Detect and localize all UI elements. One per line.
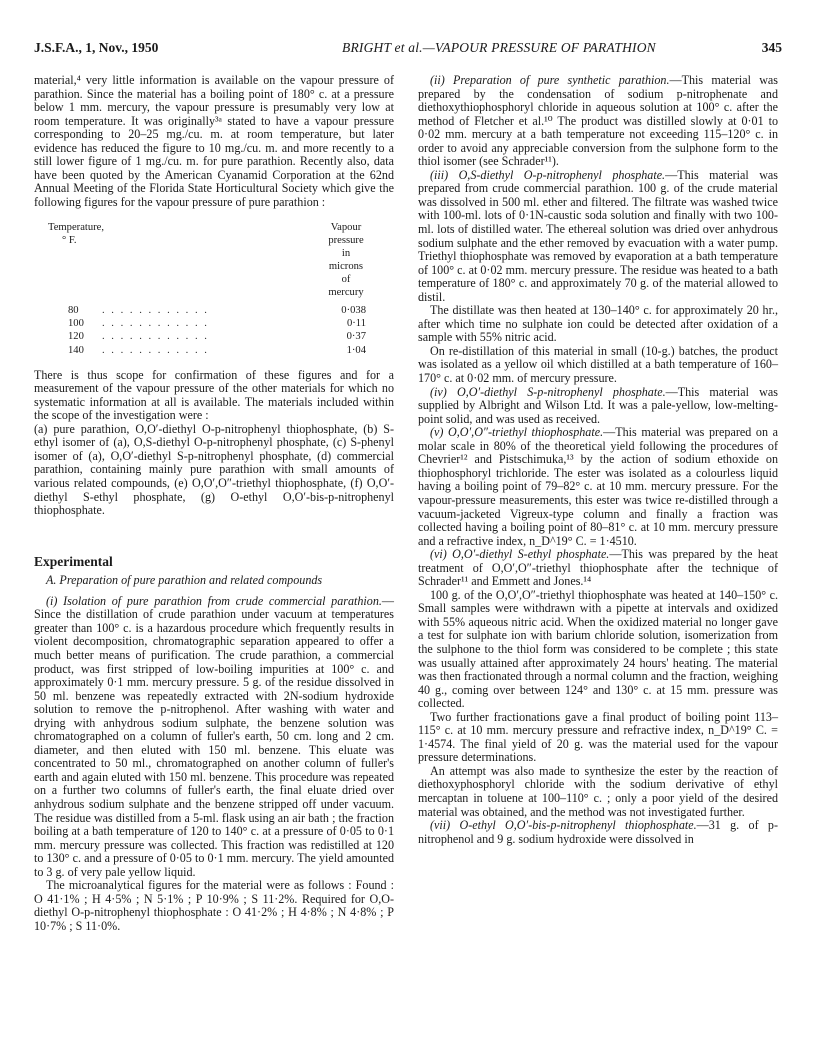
table-cell-temperature: 100 xyxy=(68,317,84,329)
microanalysis-paragraph: The microanalytical figures for the material were as follows : Found : O 41·1% ; H 4·5% ; N 5·1% ; P 10·9% ; S 11·2%. Required for O,O-diethyl O-p-nitrophenyl thiophosphate : O 41·2% ; H 4·8% ; N 4·8% ; P 10·7% ; S 11·0%. xyxy=(34,878,394,933)
synthetic-parathion-paragraph xyxy=(418,74,778,169)
materials-list-paragraph: (a) pure parathion, O,O′-diethyl O-p-nitrophenyl thiophosphate, (b) S-ethyl isomer of (a), O,S-diethyl O-p-nitrophenyl phosphate, (c) S-phenyl isomer of (a), O,O′-diethyl S-p-nitrophenyl phosphate, (d) commercial parathion, containing mainly pure parathion with small amounts of various related compounds, (e) O,O′,O″-triethyl thiophosphate, (f) O,O′-diethyl S-ethyl phosphate, (g) O-ethyl O,O′-bis-p-nitrophenyl thiophosphate. xyxy=(34,421,394,518)
running-title-text: —VAPOUR PRESSURE OF PARATHION xyxy=(422,40,656,55)
heating-paragraph: 100 g. of the O,O′,O″-triethyl thiophosphate was heated at 140–150° c. Small samples were withdrawn with a pipette at intervals and oxidized with 55% aqueous nitric acid. When the oxidized material no longer gave a test for sulphate ion with barium chloride solution, isomerization from the sulphone to the thiol form was considered to be complete ; this state was usually attained after approximately 24 hours' heating. The material was then fractionated through a normal column and the fraction, weighing 40 g., coming over between 124° and 130° c. at 15 mm. pressure was collected. xyxy=(418,587,778,711)
os-diethyl-paragraph xyxy=(418,169,778,304)
s-ethyl-paragraph xyxy=(418,548,778,589)
fractionation-paragraph: Two further fractionations gave a final product of boiling point 113–115° c. at 10 mm. mercury pressure and refractive index, n_D^19° C. = 1·4574. The final yield of 20 g. was the material used for the vapour pressure determinations. xyxy=(418,709,778,765)
isolation-paragraph xyxy=(34,595,394,879)
running-title-et-al: et al. xyxy=(394,40,423,55)
triethyl-title: (v) O,O′,O″-triethyl thiophosphate. xyxy=(430,425,604,440)
redistillation-paragraph: On re-distillation of this material in small (10-g.) batches, the product was isolated as a yellow oil which distilled at a bath temperature of 160–170° c. at 0·02 mm. of mercury pressure. xyxy=(418,343,778,386)
vapour-pressure-table xyxy=(48,221,366,356)
os-diethyl-text: —This material was prepared from crude commercial parathion. 100 g. of the crude material was dissolved in 500 ml. ether and filtered. The filtrate was washed twice with 100-ml. lots of 0·1N-caustic soda solution and finally with two 100-ml. lots of distilled water. The ethereal solution was dried over anhydrous sodium sulphate and the ether removed by evacuation with a water pump. Triethyl thiophosphate was removed by evaporation at a bath temperature of 100° c. at 0·02 mm. mercury pressure. The residue was heated to a bath temperature of 180° c. and approximately 70 g. of the material allowed to distil. xyxy=(418,167,778,304)
table-cell-temperature: 80 xyxy=(68,304,79,316)
bis-nitrophenyl-title: (vii) O-ethyl O,O′-bis-p-nitrophenyl thiophosphate. xyxy=(430,818,697,833)
vapour-header-unit: microns of mercury xyxy=(328,261,364,299)
table-header-vapour-pressure xyxy=(326,221,366,303)
right-column xyxy=(418,74,778,846)
table-row xyxy=(48,317,366,330)
table-cell-temperature: 140 xyxy=(68,344,84,356)
temperature-header-label: Temperature, xyxy=(48,222,105,234)
table-row xyxy=(48,303,366,316)
triethyl-text: —This material was prepared on a molar scale in 80% of the theoretical yield following the procedures of Chevrier¹² and Pistschimuka,¹³ by the action of sodium ethoxide on thiophosphoryl trichloride. The ester was isolated as a colourless liquid having a boiling point of 79–82° c. at 10 mm. mercury pressure. For the vapour-pressure measurements, this ester was twice re-distilled through a vacuum-jacketed Vigreux-type column and finally a fraction was collected having a boiling point of 80–81° c. at 10 mm. mercury pressure and a refractive index, n_D^19° C. = 1·4510. xyxy=(418,425,778,548)
table-cell-pressure: 0·038 xyxy=(341,304,366,316)
running-head xyxy=(34,40,782,60)
intro-paragraph: material,⁴ very little information is available on the vapour pressure of parathion. Since the material has a boiling point of 180° c. at a pressure below 1 mm. mercury, the vapour pressure is presumably very low at room temperature. It was originally³ᵃ stated to have a vapour pressure corresponding to 20–25 mg./cu. m. at room temperature, but later evidence has reduced the figure to 10 mg./cu. m. and more recently to a still lower figure of 1 mg./cu. m. for pure parathion. Recently also, data have been quoted by the American Cyanamid Corporation at the 62nd Annual Meeting of the Florida State Horticultural Society which give the following figures for the vapour pressure of pure parathion : xyxy=(34,73,394,209)
s-ethyl-title: (vi) O,O′-diethyl S-ethyl phosphate. xyxy=(430,547,610,562)
triethyl-paragraph xyxy=(418,426,778,548)
os-diethyl-title: (iii) O,S-diethyl O-p-nitrophenyl phosphate. xyxy=(430,167,666,182)
s-ethyl-text: —This was prepared by the heat treatment of O,O′,O″-triethyl thiophosphate after the technique of Schrader¹¹ and Emmett and Jones.¹⁴ xyxy=(418,547,778,589)
table-leader-dots: . . . . . . . . . . . . xyxy=(102,331,209,343)
page-number: 345 xyxy=(761,40,782,55)
table-cell-pressure: 0·11 xyxy=(346,317,366,329)
table-leader-dots: . . . . . . . . . . . . xyxy=(102,317,209,329)
table-leader-dots: . . . . . . . . . . . . xyxy=(102,344,209,356)
table-cell-pressure: 1·04 xyxy=(346,344,366,356)
isolation-title: (i) Isolation of pure parathion from crude commercial parathion. xyxy=(46,593,382,608)
subsection-heading-text: A. Preparation of pure parathion and related compounds xyxy=(46,573,323,588)
s-nitrophenyl-title: (iv) O,O′-diethyl S-p-nitrophenyl phosphate. xyxy=(430,384,666,399)
section-heading-experimental: Experimental xyxy=(34,553,113,569)
table-row xyxy=(48,330,366,343)
table-cell-temperature: 120 xyxy=(68,331,84,343)
table-cell-pressure: 0·37 xyxy=(346,331,366,343)
isolation-text: —Since the distillation of crude parathion under vacuum at temperatures greater than 100° c. is a hazardous procedure which frequently results in violent decomposition, chromatographic separation appeared to offer a much better means of purification. The crude parathion, a commercial product, was first stripped of low-boiling impurities at 100° c. and approximately 0·1 mm. mercury pressure. 5 g. of the residue dissolved in 50 ml. benzene was repeatedly extracted with 2N-sodium hydroxide solution to remove the p-nitrophenol. After washing with water and drying with anhydrous sodium sulphate, the benzene solution was chromatographed on a column of fuller's earth, 50 cm. long and 2 cm. diameter, and then eluted with 150 ml. benzene. This eluate was concentrated to 50 ml., chromatographed on another column of fuller's earth and again eluted with 150 ml. benzene. This procedure was repeated on a further two columns of fuller's earth, the final eluate dried over anhydrous sodium sulphate and the benzene stripped off under vacuum. The residue was distilled from a 5-ml. flask using an air bath ; the fraction boiling at a bath temperature of 120 to 140° c. at a pressure of 0·05 to 0·1 mm. mercury pressure was collected. This fraction was redistilled at 120 to 130° c. and a pressure of 0·05 to 0·1 mm. mercury. The yield amounted to 3 g. of very pale yellow liquid. xyxy=(34,593,394,879)
synthetic-parathion-title: (ii) Preparation of pure synthetic parathion. xyxy=(430,73,670,87)
temperature-header-unit: ° F. xyxy=(62,235,77,247)
journal-citation: J.S.F.A., 1, Nov., 1950 xyxy=(34,40,159,55)
table-leader-dots: . . . . . . . . . . . . xyxy=(102,304,209,316)
table-row xyxy=(48,343,366,356)
synthetic-parathion-text: —This material was prepared by the condensation of sodium p-nitrophenate and diethoxythiophosphoryl chloride in aqueous solution at 100° c. after the method of Fletcher et al.¹⁰ The product was distilled slowly at 0·01 to 0·02 mm. mercury at a bath temperature not exceeding 115–120° c. in order to avoid any appreciable conversion from the sulphone form to the thiol isomer (see Schrader¹¹). xyxy=(418,73,778,169)
subsection-heading xyxy=(46,574,394,588)
vapour-header-label: Vapour pressure in xyxy=(328,222,364,260)
left-column xyxy=(34,74,394,933)
scope-paragraph: There is thus scope for confirmation of these figures and for a measurement of the vapour pressure of the other materials for which no systematic information at all is available. The materials included within the scope of the investigation were : xyxy=(34,367,394,423)
table-header-temperature xyxy=(48,221,326,303)
s-nitrophenyl-paragraph xyxy=(418,386,778,427)
bis-nitrophenyl-paragraph xyxy=(418,819,778,846)
running-title xyxy=(342,40,656,56)
vapour-pressure-table-header xyxy=(48,221,366,303)
synthesis-attempt-paragraph: An attempt was also made to synthesize the ester by the reaction of diethoxyphosphoryl chloride with the sodium derivative of ethyl mercaptan in toluene at 100–110° c. ; only a poor yield of the desired material was obtained, and the method was not investigated further. xyxy=(418,763,778,819)
running-title-authors: BRIGHT xyxy=(342,40,391,55)
distillate-paragraph: The distillate was then heated at 130–140° c. for approximately 20 hr., after which time no sulphate ion could be detected after oxidation of a sample with 55% nitric acid. xyxy=(418,303,778,345)
bis-nitrophenyl-text: —31 g. of p-nitrophenol and 9 g. sodium hydroxide were dissolved in xyxy=(418,818,778,846)
s-nitrophenyl-text: —This material was supplied by Albright and Wilson Ltd. It was a pale-yellow, low-melting-point solid, and was used as received. xyxy=(418,384,778,426)
